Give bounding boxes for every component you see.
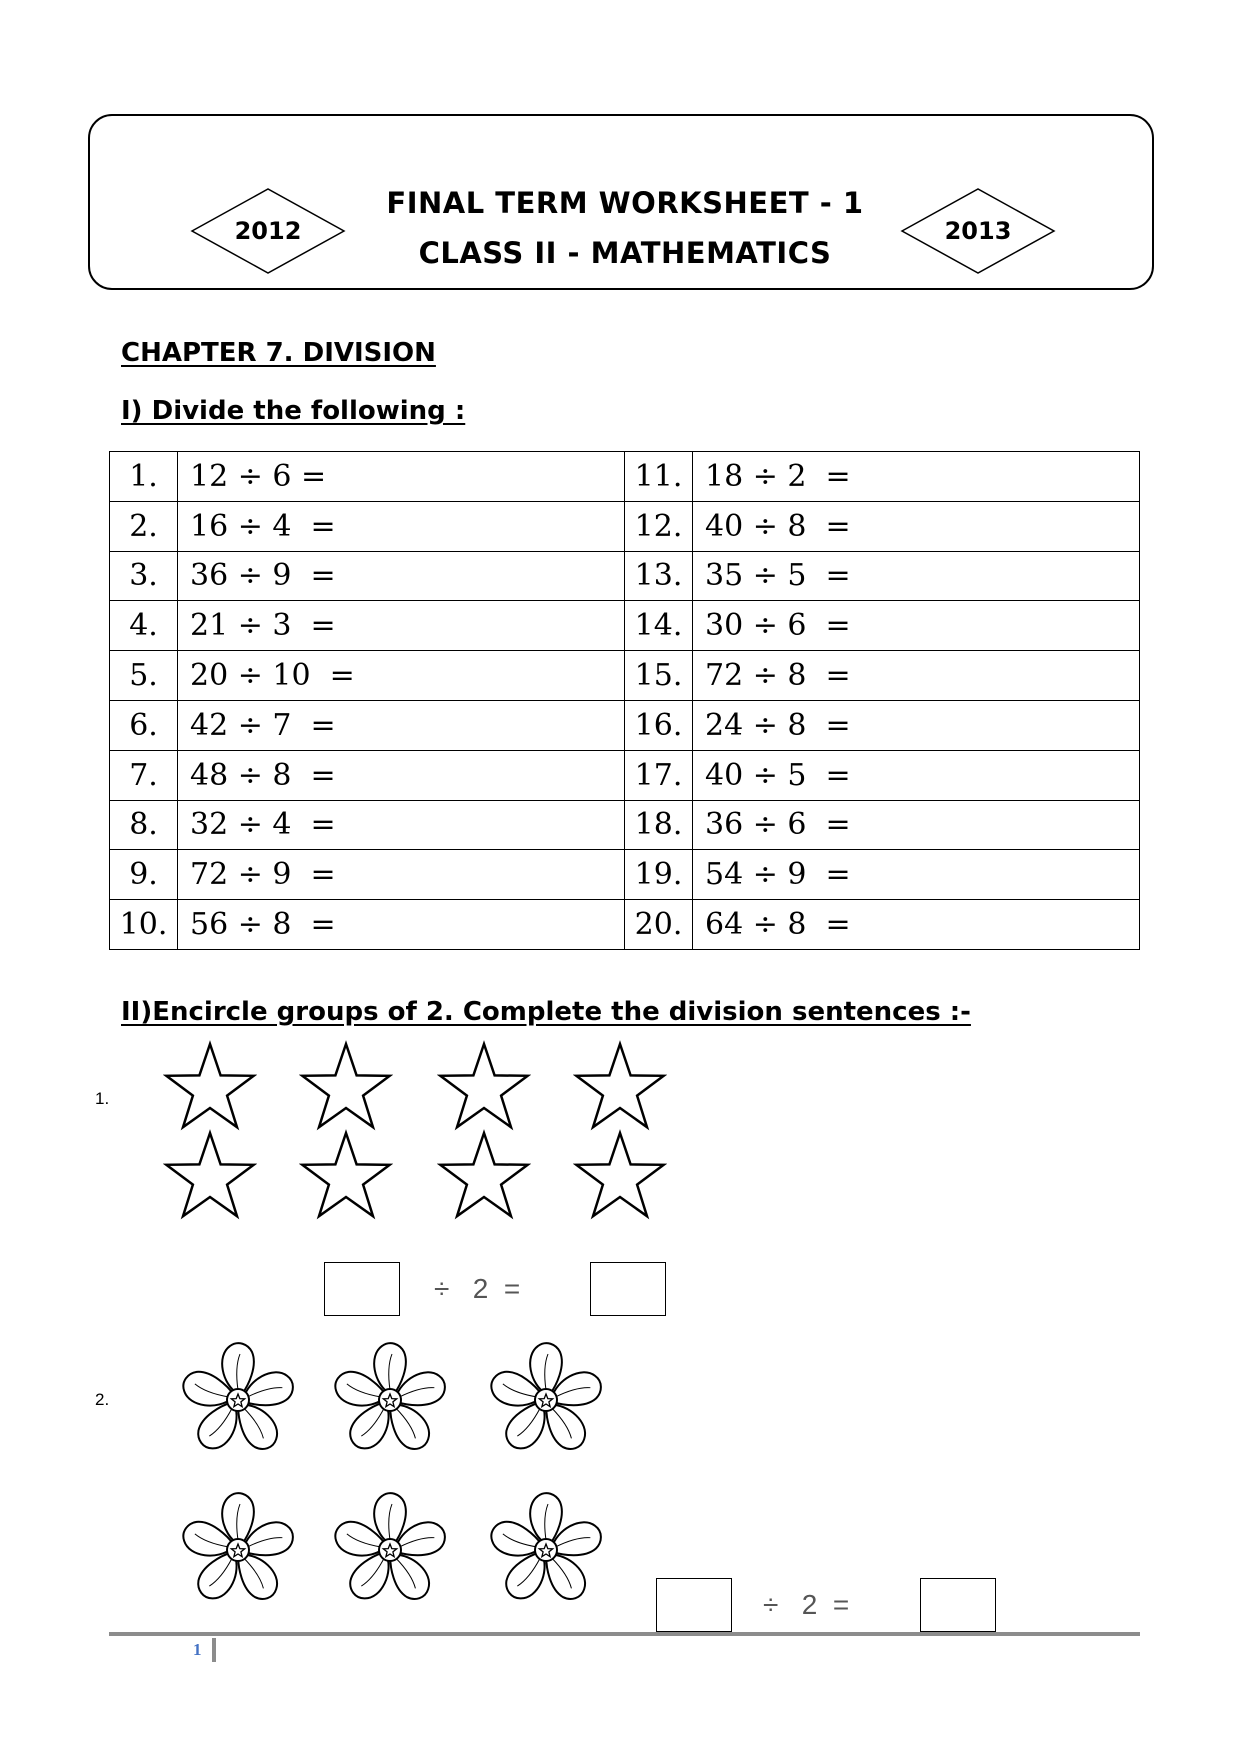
problem-number: 6.	[110, 700, 178, 750]
problem-expression: 42 ÷ 7 =	[178, 700, 625, 750]
problem-number: 17.	[625, 750, 693, 800]
division-table	[109, 451, 1140, 950]
flower-icon	[178, 1490, 298, 1615]
problem-number: 2.	[110, 501, 178, 551]
problem-number: 20.	[625, 900, 693, 950]
problem-expression: 72 ÷ 9 =	[178, 850, 625, 900]
problem-expression: 12 ÷ 6 =	[178, 452, 625, 502]
table-row	[110, 900, 1140, 950]
problem-number: 1.	[110, 452, 178, 502]
problem-expression: 64 ÷ 8 =	[693, 900, 1140, 950]
star-icon	[299, 1129, 393, 1228]
flower-icon	[486, 1490, 606, 1615]
problem-expression: 32 ÷ 4 =	[178, 800, 625, 850]
problem-number: 9.	[110, 850, 178, 900]
problem-expression: 40 ÷ 5 =	[693, 750, 1140, 800]
problem-expression: 21 ÷ 3 =	[178, 601, 625, 651]
q1-dividend-box[interactable]	[324, 1262, 400, 1316]
problem-number: 5.	[110, 651, 178, 701]
problem-expression: 40 ÷ 8 =	[693, 501, 1140, 551]
problem-expression: 48 ÷ 8 =	[178, 750, 625, 800]
problem-expression: 16 ÷ 4 =	[178, 501, 625, 551]
worksheet-title: FINAL TERM WORKSHEET - 1	[386, 186, 864, 220]
page-number: 1	[193, 1640, 202, 1659]
q1-division-sentence: ÷ 2 =	[434, 1273, 521, 1304]
problem-number: 10.	[110, 900, 178, 950]
q2-division-sentence: ÷ 2 =	[763, 1589, 850, 1620]
problem-number: 11.	[625, 452, 693, 502]
problem-expression: 54 ÷ 9 =	[693, 850, 1140, 900]
table-row	[110, 551, 1140, 601]
problem-expression: 30 ÷ 6 =	[693, 601, 1140, 651]
problem-expression: 20 ÷ 10 =	[178, 651, 625, 701]
problem-expression: 18 ÷ 2 =	[693, 452, 1140, 502]
problem-expression: 36 ÷ 9 =	[178, 551, 625, 601]
table-row	[110, 501, 1140, 551]
problem-number: 19.	[625, 850, 693, 900]
section1-heading: I) Divide the following :	[121, 396, 466, 426]
table-row	[110, 800, 1140, 850]
year-right: 2013	[944, 217, 1012, 245]
star-icon	[573, 1040, 667, 1139]
flower-icon	[330, 1490, 450, 1615]
table-row	[110, 601, 1140, 651]
problem-expression: 56 ÷ 8 =	[178, 900, 625, 950]
star-icon	[163, 1040, 257, 1139]
problem-number: 18.	[625, 800, 693, 850]
star-icon	[437, 1129, 531, 1228]
q2-dividend-box[interactable]	[656, 1578, 732, 1632]
problem-number: 7.	[110, 750, 178, 800]
problem-number: 15.	[625, 651, 693, 701]
class-subject-title: CLASS II - MATHEMATICS	[418, 236, 832, 270]
flower-icon	[330, 1340, 450, 1465]
chapter-heading: CHAPTER 7. DIVISION	[121, 338, 436, 368]
question-1-number: 1.	[95, 1089, 110, 1108]
flower-icon	[178, 1340, 298, 1465]
problem-expression: 72 ÷ 8 =	[693, 651, 1140, 701]
question-2-number: 2.	[95, 1390, 110, 1409]
problem-number: 8.	[110, 800, 178, 850]
problem-number: 12.	[625, 501, 693, 551]
star-icon	[299, 1040, 393, 1139]
table-row	[110, 700, 1140, 750]
problem-number: 4.	[110, 601, 178, 651]
star-icon	[573, 1129, 667, 1228]
problem-number: 3.	[110, 551, 178, 601]
table-row	[110, 850, 1140, 900]
problem-number: 14.	[625, 601, 693, 651]
problem-expression: 35 ÷ 5 =	[693, 551, 1140, 601]
table-row	[110, 651, 1140, 701]
table-row	[110, 750, 1140, 800]
problem-number: 13.	[625, 551, 693, 601]
star-icon	[163, 1129, 257, 1228]
q2-quotient-box[interactable]	[920, 1578, 996, 1632]
q1-quotient-box[interactable]	[590, 1262, 666, 1316]
table-row	[110, 452, 1140, 502]
flower-icon	[486, 1340, 606, 1465]
star-icon	[437, 1040, 531, 1139]
year-left: 2012	[234, 217, 302, 245]
problem-expression: 36 ÷ 6 =	[693, 800, 1140, 850]
page-number-divider	[212, 1638, 216, 1662]
problem-expression: 24 ÷ 8 =	[693, 700, 1140, 750]
section2-heading: II)Encircle groups of 2. Complete the division sentences :-	[121, 997, 971, 1027]
problem-number: 16.	[625, 700, 693, 750]
footer-line	[109, 1632, 1140, 1636]
